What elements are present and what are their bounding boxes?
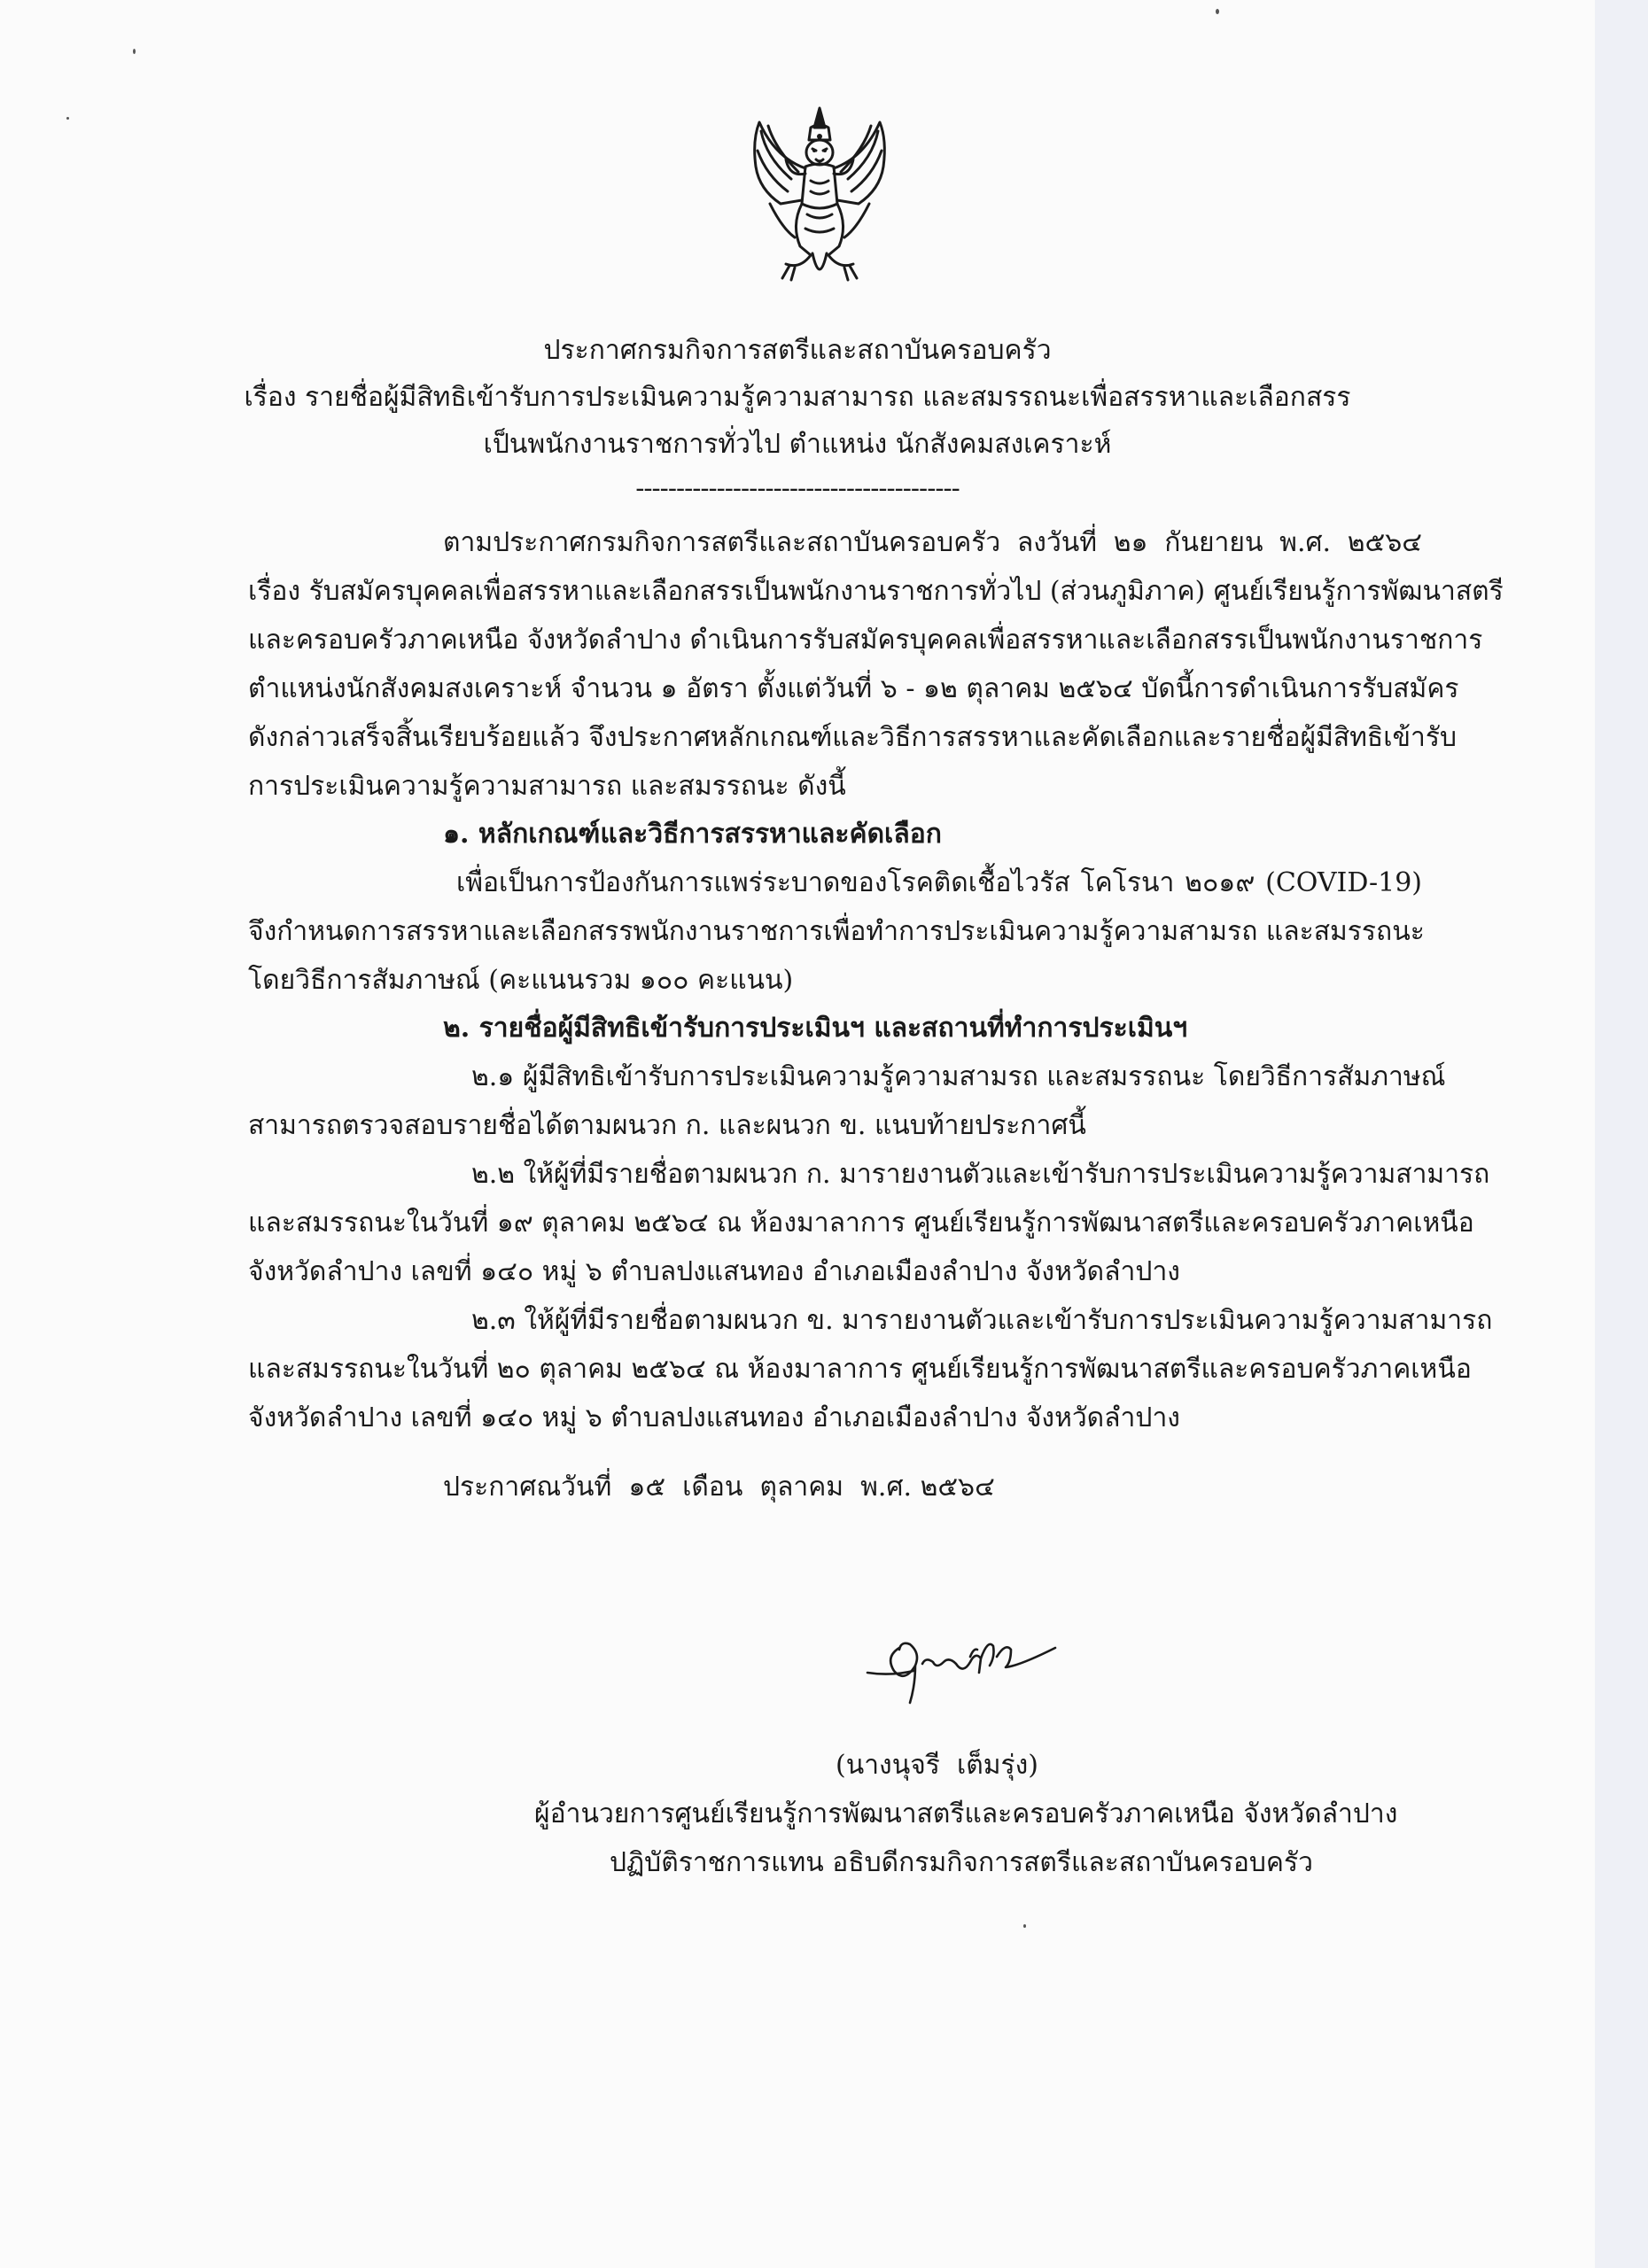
scan-speck xyxy=(1216,9,1219,14)
signatory-position-1: ผู้อำนวยการศูนย์เรียนรู้การพัฒนาสตรีและครอบครัวภาคเหนือ จังหวัดลำปาง xyxy=(534,1798,1398,1829)
scan-speck xyxy=(133,49,136,54)
section-2-1-line-2: สามารถตรวจสอบรายชื่อได้ตามผนวก ก. และผนวก ข. แนบท้ายประกาศนี้ xyxy=(248,1110,1086,1141)
garuda-emblem-icon xyxy=(740,105,899,289)
scan-margin xyxy=(1595,0,1648,2268)
handwritten-signature xyxy=(864,1621,1059,1705)
subject-line-1: เรื่อง รายชื่อผู้มีสิทธิเข้ารับการประเมินความรู้ความสามารถ และสมรรถนะเพื่อสรรหาและเลือกสรร xyxy=(244,382,1351,413)
section-2-2-line-2: และสมรรถนะในวันที่ ๑๙ ตุลาคม ๒๕๖๔ ณ ห้องมาลาการ ศูนย์เรียนรู้การพัฒนาสตรีและครอบครัวภาคเหนือ xyxy=(248,1208,1474,1239)
section-2-2-line-3: จังหวัดลำปาง เลขที่ ๑๔๐ หมู่ ๖ ตำบลปงแสนทอง อำเภอเมืองลำปาง จังหวัดลำปาง xyxy=(248,1256,1180,1287)
section-1-heading: ๑. หลักเกณฑ์และวิธีการสรรหาและคัดเลือก xyxy=(443,819,942,850)
section-2-1-line-1: ๒.๑ ผู้มีสิทธิเข้ารับการประเมินความรู้ความสามรถ และสมรรถนะ โดยวิธีการสัมภาษณ์ xyxy=(471,1061,1446,1092)
subject-line-2: เป็นพนักงานราชการทั่วไป ตำแหน่ง นักสังคมสงเคราะห์ xyxy=(483,429,1112,460)
section-2-2-line-1: ๒.๒ ให้ผู้ที่มีรายชื่อตามผนวก ก. มารายงานตัวและเข้ารับการประเมินความรู้ความสามารถ xyxy=(471,1159,1490,1190)
intro-line-3: และครอบครัวภาคเหนือ จังหวัดลำปาง ดำเนินการรับสมัครบุคคลเพื่อสรรหาและเลือกสรรเป็นพนักงานราชการ xyxy=(248,625,1483,656)
section-2-3-line-1: ๒.๓ ให้ผู้ที่มีรายชื่อตามผนวก ข. มารายงานตัวและเข้ารับการประเมินความรู้ความสามารถ xyxy=(471,1305,1493,1336)
signatory-name: (นางนุจรี เต็มรุ่ง) xyxy=(836,1750,1038,1781)
document-title: ประกาศกรมกิจการสตรีและสถาบันครอบครัว xyxy=(543,335,1052,366)
section-1-line-1: เพื่อเป็นการป้องกันการแพร่ระบาดของโรคติดเชื้อไวรัส โคโรนา ๒๐๑๙ (COVID-19) xyxy=(456,867,1422,898)
section-1-line-2: จึงกำหนดการสรรหาและเลือกสรรพนักงานราชการเพื่อทำการประเมินความรู้ความสามรถ และสมรรถนะ xyxy=(248,916,1425,947)
intro-line-2: เรื่อง รับสมัครบุคคลเพื่อสรรหาและเลือกสรรเป็นพนักงานราชการทั่วไป (ส่วนภูมิภาค) ศูนย์เรียนรู้การพัฒนาสตรี xyxy=(248,576,1504,607)
intro-line-5: ดังกล่าวเสร็จสิ้นเรียบร้อยแล้ว จึงประกาศหลักเกณฑ์และวิธีการสรรหาและคัดเลือกและรายชื่อผู้มีสิทธิเข้ารับ xyxy=(248,722,1458,753)
header-separator: ---------------------------------------- xyxy=(635,473,960,504)
scan-speck xyxy=(1023,1924,1026,1928)
section-1-line-3: โดยวิธีการสัมภาษณ์ (คะแนนรวม ๑๐๐ คะแนน) xyxy=(248,965,794,996)
intro-line-6: การประเมินความรู้ความสามารถ และสมรรถนะ ดังนี้ xyxy=(248,771,846,802)
intro-line-1: ตามประกาศกรมกิจการสตรีและสถาบันครอบครัว ลงวันที่ ๒๑ กันยายน พ.ศ. ๒๕๖๔ xyxy=(443,527,1422,558)
announcement-date: ประกาศณวันที่ ๑๕ เดือน ตุลาคม พ.ศ. ๒๕๖๔ xyxy=(443,1472,995,1503)
section-2-3-line-2: และสมรรถนะในวันที่ ๒๐ ตุลาคม ๒๕๖๔ ณ ห้องมาลาการ ศูนย์เรียนรู้การพัฒนาสตรีและครอบครัวภาคเหนือ xyxy=(248,1354,1472,1385)
signatory-position-2: ปฏิบัติราชการแทน อธิบดีกรมกิจการสตรีและสถาบันครอบครัว xyxy=(610,1847,1313,1878)
section-2-3-line-3: จังหวัดลำปาง เลขที่ ๑๔๐ หมู่ ๖ ตำบลปงแสนทอง อำเภอเมืองลำปาง จังหวัดลำปาง xyxy=(248,1402,1180,1433)
intro-line-4: ตำแหน่งนักสังคมสงเคราะห์ จำนวน ๑ อัตรา ตั้งแต่วันที่ ๖ - ๑๒ ตุลาคม ๒๕๖๔ บัดนี้การดำเนินการรับสมัคร xyxy=(248,673,1459,704)
scan-speck xyxy=(66,117,69,120)
section-2-heading: ๒. รายชื่อผู้มีสิทธิเข้ารับการประเมินฯ และสถานที่ทำการประเมินฯ xyxy=(443,1013,1188,1044)
